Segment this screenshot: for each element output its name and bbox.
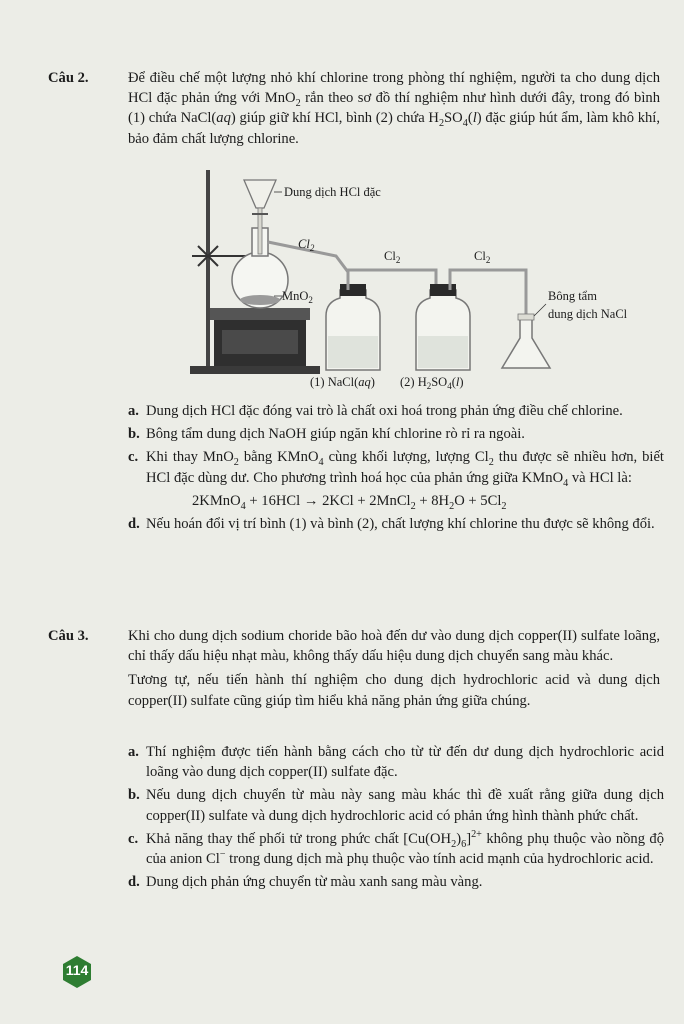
cl2-label-1: $Cl_2$ [298, 237, 315, 253]
q2-option-a: a. Dung dịch HCl đặc đóng vai trò là chất oxi hoá trong phản ứng điều chế chlorine. [128, 403, 623, 419]
q3-option-c: c. Khả năng thay thế phối tử trong phức chất $[Cu(OH_2)_6]^{2+}$ không phụ thuộc vào nồng độ của anion Cl− trong dung dịch mà phụ thuộc vào tính acid mạnh của hydrochloric acid. [128, 828, 664, 868]
nacl-solution [328, 336, 378, 368]
cl2-label-3: $Cl_2$ [474, 249, 491, 265]
stopper-2 [430, 284, 456, 296]
bottle-1-label: (1) NaCl(aq) [310, 375, 375, 389]
question-3-intro: Khi cho dung dịch sodium choride bão hoà đến dư vào dung dịch copper(II) sulfate loãng, chỉ thấy dấu hiệu nhạt màu, không thấy dấu hiệu dung dịch chuyển sang màu khác. Tương tự, nếu tiến hành thí nghiệm cho dung dịch hydrochloric acid và dung dịch copper(II) sulfate cũng giúp tìm hiểu khả năng phản ứng giữa chúng. [128, 628, 660, 709]
collecting-flask [502, 318, 550, 368]
question-3 [48, 626, 660, 711]
page-number-badge [60, 955, 94, 989]
cotton-plug [518, 314, 534, 320]
stopper-1 [340, 284, 366, 296]
question-3-number: Câu 3. [48, 628, 89, 644]
question-2 [48, 68, 660, 149]
q2-option-c: c. Khi thay MnO$_2$ bằng KMnO$_4$ cùng khối lượng, lượng $Cl_2$ thu được sẽ nhiều hơn, biết HCl đặc dùng dư. Cho phương trình hoá học của phản ứng giữa KMnO$_4$ và HCl là: 2KMnO$_4$ + 16HCl → 2KCl + 2MnCl$_2$ + $8H_2O + 5Cl_2$ [128, 449, 664, 512]
q3-option-d: d. Dung dịch phản ứng chuyển từ màu xanh sang màu vàng. [128, 874, 483, 891]
cotton-label-1: Bông tẩm [548, 289, 597, 303]
chlorine-apparatus-diagram [170, 168, 684, 398]
cotton-label-2: dung dịch NaCl [548, 307, 628, 321]
bottle-2-label: (2) $H_2SO_4(l)$ [400, 375, 464, 391]
question-3-options [128, 742, 664, 892]
q3-option-b: b. Nếu dung dịch chuyển từ màu này sang màu khác thì đề xuất rằng giữa dung dịch copper(II) sulfate và dung dịch hydrochloric acid có phản ứng hình thành phức chất. [128, 787, 664, 824]
dropping-funnel [244, 180, 276, 208]
q2-option-b: b. Bông tẩm dung dịch NaOH giúp ngăn khí chlorine rò rỉ ra ngoài. [128, 426, 525, 443]
q3-option-a: a. Thí nghiệm được tiến hành bằng cách cho từ từ đến dư dung dịch hydrochloric acid loãng vào dung dịch copper(II) sulfate đặc. [128, 744, 664, 781]
heater-panel [222, 330, 298, 354]
reaction-equation: 2KMnO$_4$ + 16HCl → 2KCl + 2MnCl$_2$ + $8H_2O + 5Cl_2$ [192, 492, 507, 512]
hcl-label: Dung dịch HCl đặc [284, 185, 381, 199]
mno2-solid [240, 295, 280, 305]
question-2-number: Câu 2. [48, 70, 89, 86]
stand-rod [206, 170, 210, 370]
q2-option-d: d. Nếu hoán đổi vị trí bình (1) và bình (2), chất lượng khí chlorine thu được sẽ không đổi. [128, 516, 655, 533]
heater-top [210, 308, 310, 320]
stand-base [190, 366, 320, 374]
page-number: 114 [65, 962, 89, 978]
h2so4-solution [418, 336, 468, 368]
question-2-intro: Để điều chế một lượng nhỏ khí chlorine trong phòng thí nghiệm, người ta cho dung dịch HCl đặc phản ứng với MnO$_2$ rắn theo sơ đồ thí nghiệm như hình dưới đây, trong đó bình (1) chứa NaCl(aq) giúp giữ khí HCl, bình (2) chứa $H_2SO_4(l)$ đặc giúp hút ẩm, làm khô khí, bảo đảm chất lượng chlorine. [128, 70, 660, 147]
cl2-label-2: $Cl_2$ [384, 249, 401, 265]
mno2-label: MnO$_2$ [282, 289, 313, 305]
question-2-options [128, 401, 664, 534]
cotton-pointer [534, 304, 546, 316]
